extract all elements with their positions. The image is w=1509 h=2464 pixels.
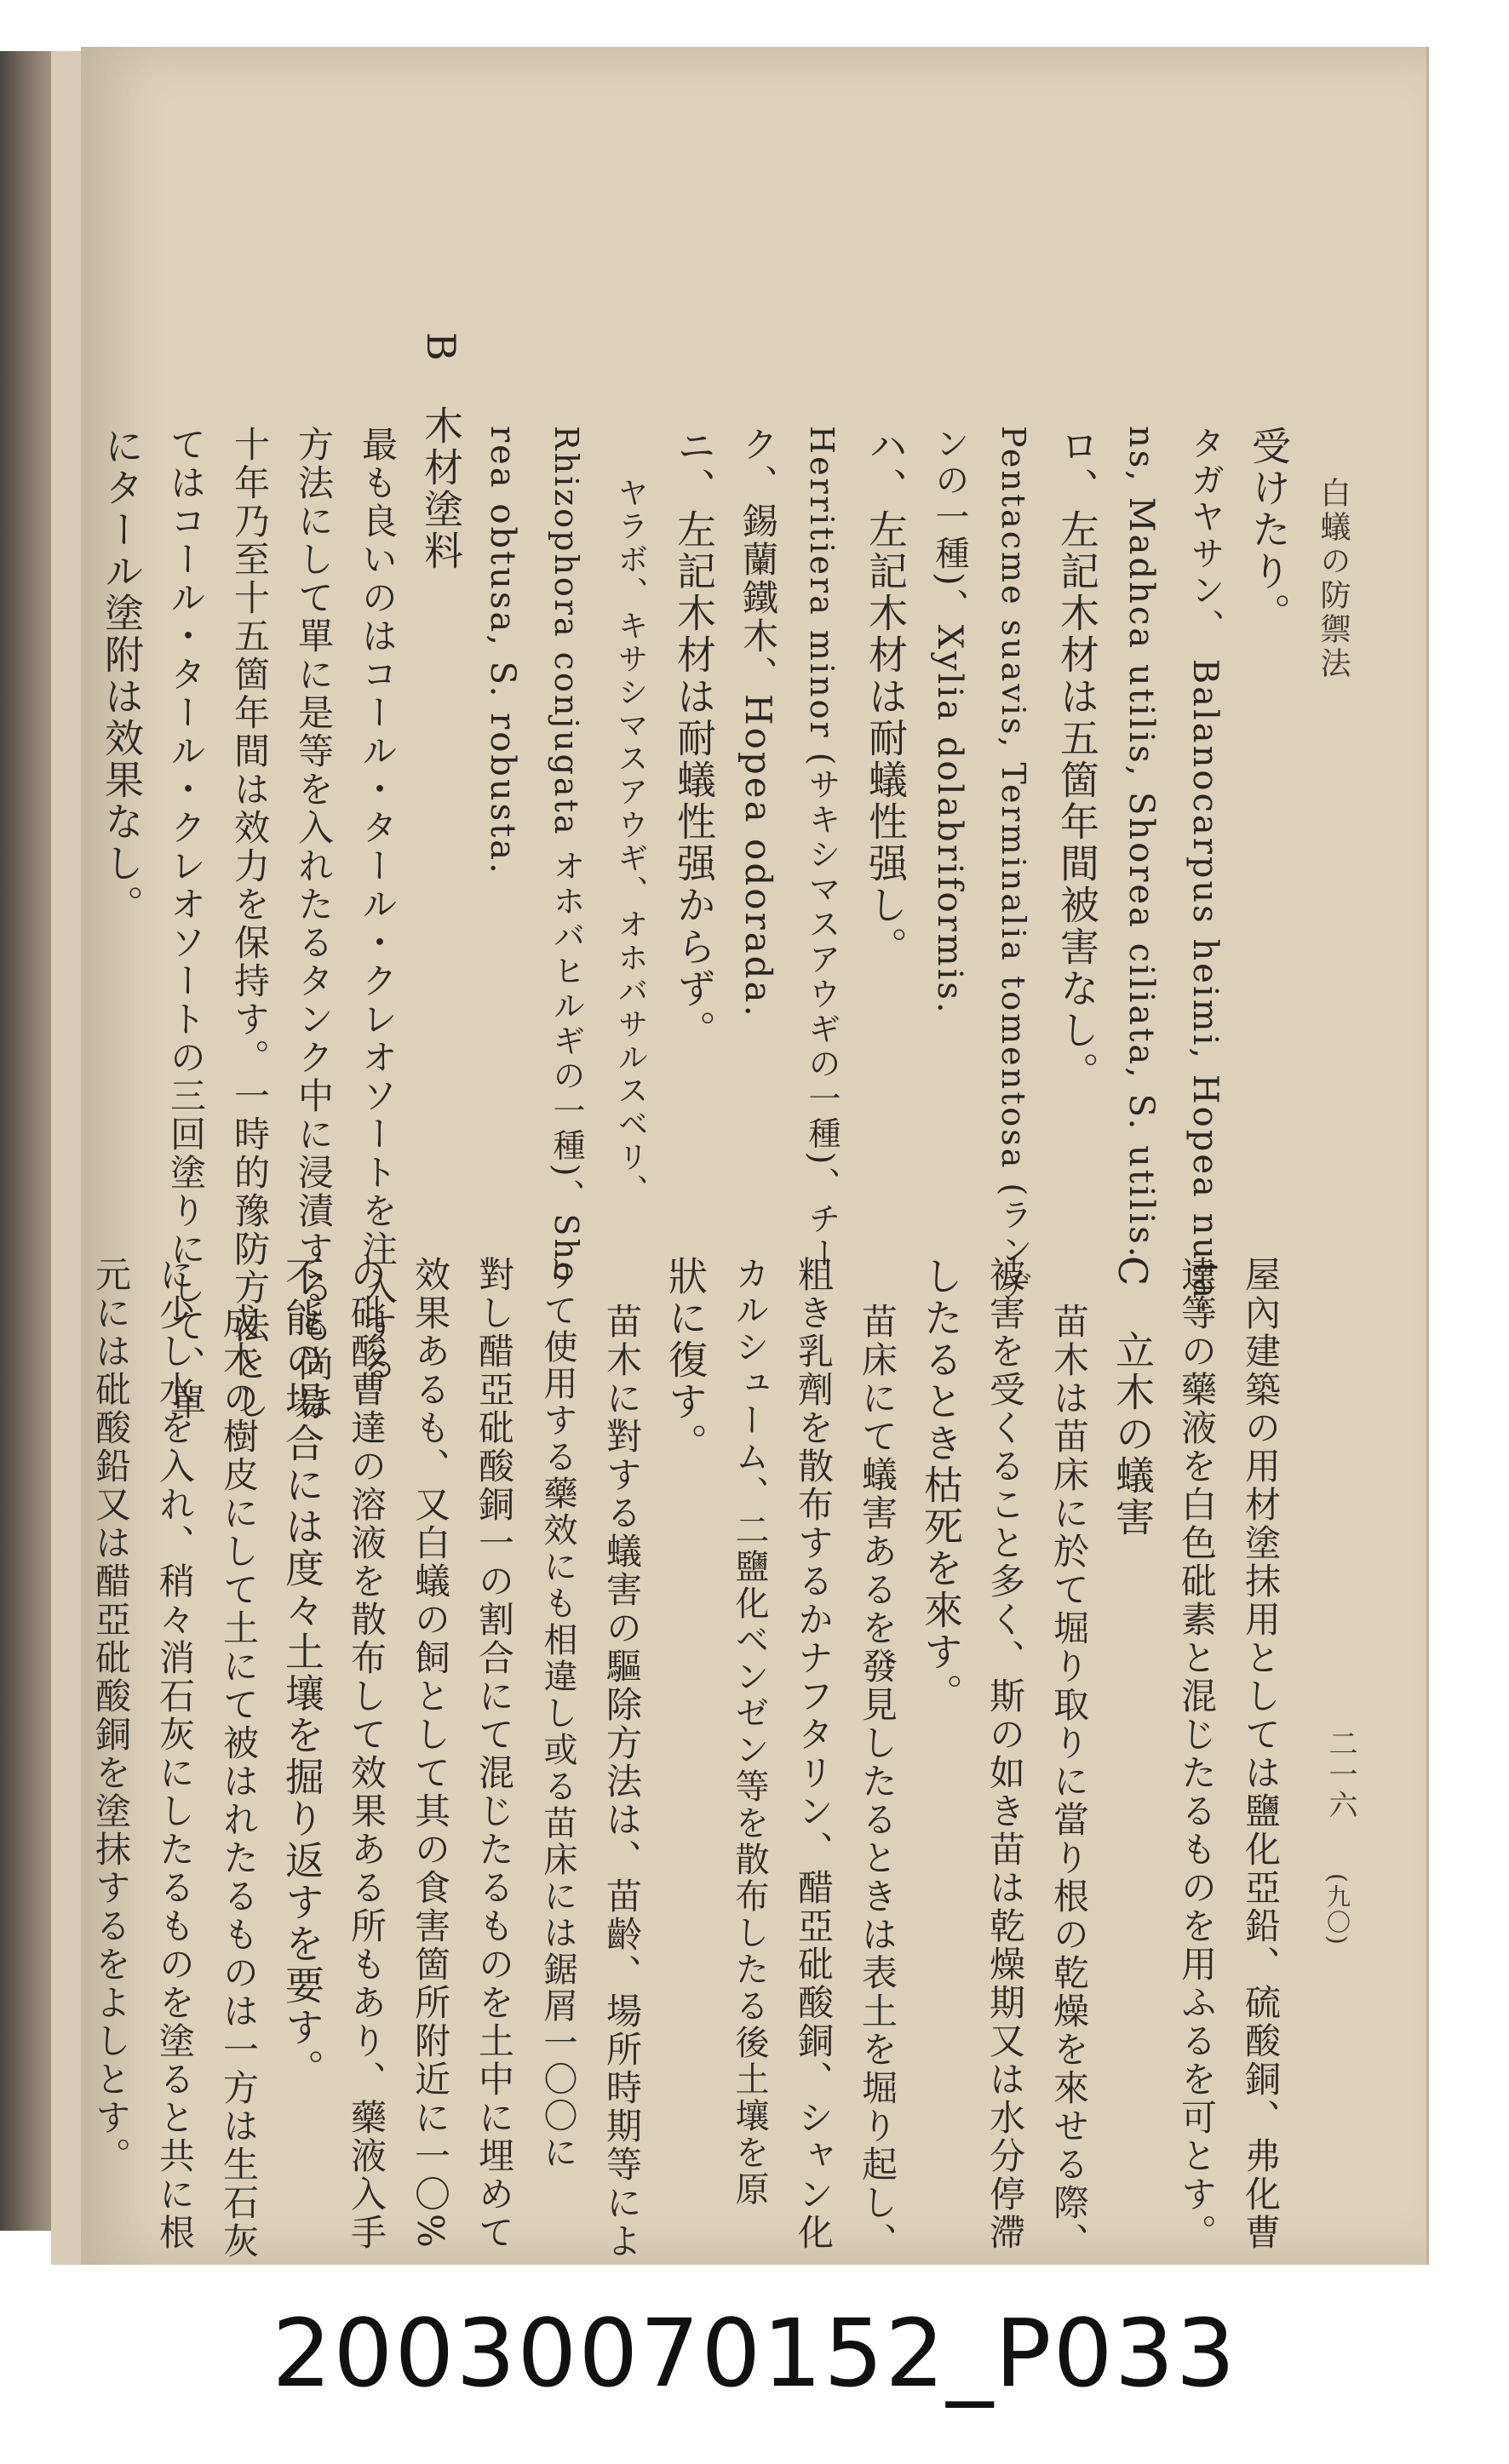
top-column-4: ロ、左記木材は五箇年間被害なし。: [1054, 426, 1100, 1093]
page-number: 二一六: [1323, 1728, 1357, 1820]
bottom-column-2: 達等の藥液を白色砒素と混じたるものを用ふるを可とす。: [1176, 1256, 1218, 2252]
top-column-13: rea obtusa, S. robusta.: [483, 426, 522, 876]
bottom-column-10: 狀に復す。: [663, 1256, 709, 1464]
bottom-column-1: 屋內建築の用材塗抹用としては鹽化亞鉛、硫酸銅、弗化曹: [1240, 1256, 1282, 2252]
top-column-10: ニ、左記木材は耐蟻性强からず。: [671, 426, 717, 1051]
bottom-column-8: 粗き乳劑を散布するかナフタリン、醋亞砒酸銅、シャン化: [793, 1256, 835, 2252]
bottom-column-18: に少し水を入れ、稍々消石灰にしたるものを塗ると共に根: [154, 1256, 196, 2252]
top-column-11: ヤラボ、キサシマスアウギ、オホバサルスベリ、: [613, 477, 648, 1207]
top-column-12: Rhizophora conjugata オホバヒルギの一種)、Sho: [548, 426, 585, 1284]
bottom-column-16: 不能の場合には度々土壤を掘り返すを要す。: [279, 1256, 325, 2090]
top-column-9: ク、錫蘭鐵木、Hopea odorada.: [737, 426, 779, 1019]
top-column-3: ns, Madhca utilis, Shorea ciliata, S. utilis.: [1122, 426, 1161, 1260]
bottom-column-4: 苗木は苗床に於て堀り取りに當り根の乾燥を來せる際、: [1048, 1303, 1090, 2261]
top-column-1: 受けたり。: [1246, 426, 1292, 634]
top-column-2: タガヤサン、 Balanocarpus heimi, Hopea nuta-: [1185, 426, 1225, 1315]
bottom-column-15: の砒酸曹達の溶液を散布して效果ある所もあり、藥液入手: [346, 1256, 387, 2252]
top-column-18: てはコール・タール・クレオソートの三回塗りにして、單: [165, 426, 207, 1422]
bottom-column-12: りて使用する藥效にも相違し或る苗床には鋸屑一〇〇に: [538, 1256, 577, 2171]
bottom-column-9: カルシューム、二鹽化ベンゼン等を散布したる後土壤を原: [730, 1256, 769, 2208]
running-head: 白蟻の防禦法: [1316, 477, 1351, 681]
bottom-column-5: 被害を受くること多く、斯の如き苗は乾燥期又は水分停滯: [984, 1256, 1026, 2252]
top-column-6: ンの一種)、Xylia dolabriformis.: [930, 426, 969, 1016]
top-column-16: 方法にして單に是等を入れたるタンク中に浸漬するも尚ほ: [293, 426, 335, 1422]
top-column-15: 最も良いのはコール・タール・クレオソートを注入する: [357, 426, 399, 1384]
bottom-column-17: 成木の樹皮にして土にて被はれたるものは一方は生石灰: [218, 1303, 260, 2261]
top-column-5: Pentacme suavis, Terminalia tomentosa (ランヂ: [995, 426, 1032, 1304]
top-column-section-b: B 木材塗料: [418, 332, 464, 572]
bottom-column-6: したるとき枯死を來す。: [918, 1256, 964, 1715]
top-column-7: ハ、左記木材は耐蟻性强し。: [863, 426, 909, 968]
bottom-column-19: 元には砒酸鉛又は醋亞砒酸銅を塗抹するをよしとす。: [90, 1256, 132, 2175]
top-column-8: Herritiera minor (サキシマスアウギの一種)、チー: [803, 426, 841, 1272]
bottom-column-14: 效果あるも、又白蟻の飼として其の食害箇所附近に一〇%: [410, 1256, 451, 2250]
archive-id-caption: 20030070152_P033: [272, 2299, 1237, 2408]
bottom-column-11: 苗木に對する蟻害の驅除方法は、苗齡、場所時期等によ: [601, 1303, 643, 2261]
bottom-column-section-c: C 立木の蟻害: [1110, 1256, 1156, 1539]
bottom-column-13: 對し醋亞砒酸銅一の割合にて混じたるものを土中に埋めて: [473, 1256, 515, 2252]
top-column-19: にタール塗附は效果なし。: [99, 426, 145, 926]
top-column-17: 十年乃至十五箇年間は效力を保持す。一時的豫防方法とし: [229, 426, 271, 1422]
bottom-column-7: 苗床にて蟻害あるを發見したるときは表土を堀り起し、: [857, 1303, 898, 2261]
page-number-alt: (九〇): [1323, 1873, 1351, 1946]
